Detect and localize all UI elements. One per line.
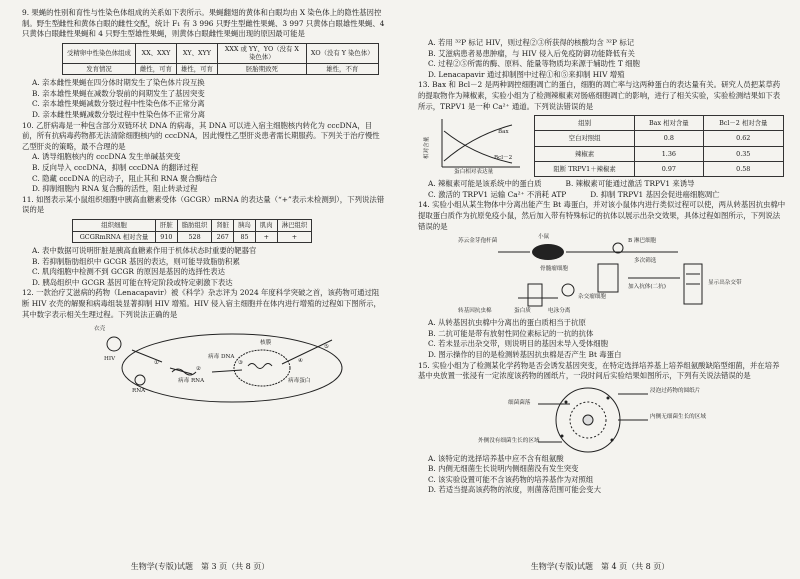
q12-label: 病毒蛋白 [288,378,311,385]
q13-graph [424,115,524,177]
q14-label: 多次筛选 [634,258,657,265]
q15-petri-dish [478,384,718,454]
q13-table [534,115,784,177]
q13-option-c: C. 激活的 TRPV1 运输 Ca²⁺ 不消耗 ATP [428,189,567,199]
q12-option-b: B. 艾滋病患者易患肿瘤，与 HIV 侵入后免疫防御功能降低有关 [428,48,635,58]
q13-cell: 0.58 [703,161,783,176]
q13-graph-svg [424,115,524,177]
q15-option-d: D. 若适当提高该药物的浓度，则菌落范围可能会变大 [428,485,601,495]
q12-step: ① [154,360,160,367]
q12-label: HIV [104,356,116,363]
q14-label: 显示出杂交带 [708,280,742,287]
q9-cell: 雌性，可育 [136,63,177,75]
q11-option-d: D. 胰岛组织中 GCGR 基因可能在特定阶段或特定刺激下表达 [32,277,233,287]
q9-cell: 雄性，不育 [306,63,378,75]
q12-hiv-diagram [92,322,352,404]
q11-header: 肝脏 [156,220,178,232]
q12-label: 病毒 DNA [208,354,235,361]
q15-label: 细菌菌落 [508,399,531,406]
q11-option-b: B. 若抑制脂肪组织中 GCGR 基因的表达，则可能导致脂肪积累 [32,256,240,266]
q13-option-b: B. 辣椒素可能通过激活 TRPV1 来诱导 [565,179,695,189]
q11-header: 脂肪组织 [177,220,212,232]
q11-header: 组织细胞 [73,220,156,232]
q13-series-bcl2: Bcl－2 [494,155,513,162]
q9-option-a: A. 亲本雌性果蝇在四分体时期发生了染色体片段互换 [32,78,205,88]
q11-stem: 11. 如图表示某小鼠组织细胞中胰高血糖素受体（GCGR）mRNA 的表达量（“+”表示未检测到），下列说法错误的是 [22,194,385,215]
left-footer: 生物学(专版)试题 第 3 页（共 8 页） [130,562,270,572]
q15-label: 外侧没有细菌生长的区域 [478,437,540,444]
q11-cell: 85 [234,231,256,243]
q13-option-a: A. 辣椒素可能是该系统中的蛋白质 [428,179,542,189]
q14-label: 加入抗体(二抗) [628,284,666,291]
q12-stem: 12. 一款治疗艾滋病的药物（Lenacapavir）被《科学》杂志评为 2024 年度科学突破之首，该药物可通过阻断 HIV 衣壳的解聚和病毒组装显著抑制 HIV 增殖。HIV 侵入宿主细胞并在体内进行增殖的过程如下图所示，其中数字表示相关生理过程。下列说法正确的是 [22,288,381,319]
q9-cell: XO（没有 Y 染色体） [306,43,378,63]
right-page [400,0,800,579]
q11-table [72,219,312,243]
q13-cell: 0.35 [703,146,783,161]
q14-label: 骨髓瘤细胞 [540,266,568,273]
q13-graph-xlabel: 蛋白相对表达量 [454,169,494,176]
q13-header: 组别 [535,116,635,131]
q13-option-d: D. 抑制 TRPV1 基因会促进癌细胞凋亡 [590,189,720,199]
q9-cell: XX、XXY [136,43,177,63]
q11-cell: + [277,231,312,243]
q13-cell: 阻断 TRPV1＋辣椒素 [535,161,635,176]
q13-header: Bax 相对含量 [635,116,703,131]
q12-label: 病毒 RNA [178,378,205,385]
q15-label: 内侧无细菌生长的区域 [650,413,706,420]
q9-option-c: C. 亲本雄性果蝇减数分裂过程中性染色体不正常分离 [32,99,205,109]
q14-label: 苏云金芽孢杆菌 [458,238,498,245]
q12-step: ④ [298,358,304,365]
q12-step: ⑤ [324,344,330,351]
q12-cell-svg [92,322,352,404]
q10-option-b: B. 反向导入 cccDNA，抑制 cccDNA 的翻译过程 [32,163,199,173]
right-footer: 生物学(专版)试题 第 4 页（共 8 页） [530,562,670,572]
q12-label: 衣壳 [94,326,106,333]
q14-diagram-svg [458,234,758,318]
q15-option-c: C. 该实验设置可能不含该药物的培养基作为对照组 [428,474,594,484]
q9-option-d: D. 亲本雌性果蝇减数分裂过程中性染色体不正常分离 [32,110,205,120]
q15-stem: 15. 实验小组为了检测某化学药物是否会诱发基因突变，在特定选择培养基上培养组氨酸缺陷型细菌，并在培养基中央放置一张浸有一定浓度该药物的圆纸片，一段时间后实验结果如图所示，下列有关说法错误的是 [418,360,780,381]
q14-stem: 14. 实验小组从某生物体中分离出能产生 Bt 毒蛋白，并对该小鼠体内进行类似过程可以使，两从转基因抗虫棉中提取蛋白质作为抗原免疫小鼠，然后加入带有特殊标记的抗体以展示出杂交效果，具体过程如图所示，下列说法错误的是 [418,200,786,231]
q9-cell: XY、XYY [176,43,217,63]
q13-cell: 空白对照组 [535,131,635,146]
q11-header: 胰岛 [234,220,256,232]
q10-stem: 10. 乙肝病毒是一种包含部分双链环状 DNA 的病毒，其 DNA 可以进入宿主细胞核内转化为 cccDNA，目前，所有抗病毒药物都无法清除细胞核内的 cccDNA，因此慢性乙型肝炎患者需长期服药。下列关于治疗慢性乙型肝炎的策略，最不合理的是 [22,120,380,151]
q11-cell: + [255,231,277,243]
q14-label: B 淋巴细胞 [628,238,657,245]
q14-label: 蛋白质 [514,308,531,315]
q15-label: 浸泡过药物的圆纸片 [650,387,701,394]
q14-option-c: C. 若未显示出杂交带，则说明目的基因未导入受体细胞 [428,339,609,349]
q11-cell: GCGRmRNA 相对含量 [73,231,156,243]
q12-option-d: D. Lenacapavir 通过抑制图中过程①和⑤来抑制 HIV 增殖 [428,69,625,79]
q12-step: ③ [238,360,244,367]
q13-series-bax: Bax [498,129,509,136]
q12-option-a: A. 若用 ³²P 标记 HIV，则过程②③所获得的核酸均含 ³²P 标记 [428,38,635,47]
q11-cell: 267 [212,231,234,243]
q9-cell: 雄性，可育 [176,63,217,75]
q9-cell: 发育情况 [63,63,136,75]
q14-option-b: B. 二抗可能是带有放射性同位素标记的一抗的抗体 [428,328,594,338]
q11-header: 淋巴组织 [277,220,312,232]
q13-cell: 0.97 [635,161,703,176]
q14-label: 杂交瘤细胞 [578,294,606,301]
q14-label: 电泳分离 [548,308,571,315]
q9-cell: 胚胎期致死 [217,63,306,75]
q14-label: 转基因抗虫棉 [458,308,492,315]
q11-header: 肌肉 [255,220,277,232]
q12-label: RNA [132,388,146,395]
q13-stem: 13. Bax 和 Bcl－2 是两种调控细胞凋亡的蛋白，细胞的凋亡率与这两种蛋白的表达量有关。研究人员把某草药的提取物作为辣椒素，实验小组为了检测辣椒素对肠癌细胞凋亡的影响，进行了相关实验，实验检测结果如下表所示，TRPV1 是一种 Ca²⁺ 通道。下列说法错误的是 [418,80,781,111]
q14-label: 小鼠 [538,234,550,241]
q14-option-d: D. 图示操作的目的是检测转基因抗虫棉是否产生 Bt 毒蛋白 [428,349,622,359]
q13-graph-ylabel: 相对含量 [424,136,430,160]
q12-option-c: C. 过程②⑤所需的酶、原料、能量等物质均来源于辅助性 T 细胞 [428,59,640,69]
q9-table [62,43,379,76]
q11-option-a: A. 表中数据可说明肝脏是胰高血糖素作用于机体状态时重要的靶器官 [32,246,257,255]
q10-option-a: A. 诱导细胞核内的 cccDNA 发生单碱基突变 [32,152,181,162]
q12-step: ② [196,366,202,373]
q15-option-a: A. 该特定的选择培养基中应不含有组氨酸 [428,453,564,463]
q13-cell: 1.36 [635,146,703,161]
q9-cell: 受精卵中性染色体组成 [63,43,136,63]
q9-cell: XXX 或 YY、YO（没有 X 染色体） [217,43,306,63]
q10-option-c: C. 隐藏 cccDNA 的启动子，阻止其和 RNA 聚合酶结合 [32,173,218,183]
q14-process-diagram [458,234,758,318]
q13-cell: 0.8 [635,131,703,146]
q11-option-c: C. 肌肉细胞中检测不到 GCGR 的原因是基因的选择性表达 [32,267,226,277]
q9-option-b: B. 亲本雄性果蝇在减数分裂前的间期发生了基因突变 [32,88,205,98]
q10-option-d: D. 抑制细胞内 RNA 复合酶的活性，阻止转录过程 [32,184,198,194]
q13-header: Bcl－2 相对含量 [703,116,783,131]
q15-option-b: B. 内侧无细菌生长说明内侧细菌没有发生突变 [428,464,579,474]
q11-header: 肾脏 [212,220,234,232]
q14-option-a: A. 从转基因抗虫棉中分离出的蛋白质相当于抗原 [428,318,586,328]
q11-cell: 528 [177,231,212,243]
q9-stem: 9. 果蝇的性别和育性与性染色体组成的关系如下表所示。果蝇翻翅的黄体和白眼均由 X 染色体上的隐性基因控制。野生型雌性和黄体白眼的雌性交配，统计 F₁ 有 3 996 只野生型雌性果蝇、3 997 只黄体白眼雄性果蝇、4 只黄体白眼雌性果蝇和 4 只野生型雄性果蝇，则黄体白眼雌性果蝇出现的原因最可能是 [22,8,385,39]
q13-cell: 辣椒素 [535,146,635,161]
q11-cell: 910 [156,231,178,243]
q13-cell: 0.62 [703,131,783,146]
q12-label: 核膜 [260,340,272,347]
